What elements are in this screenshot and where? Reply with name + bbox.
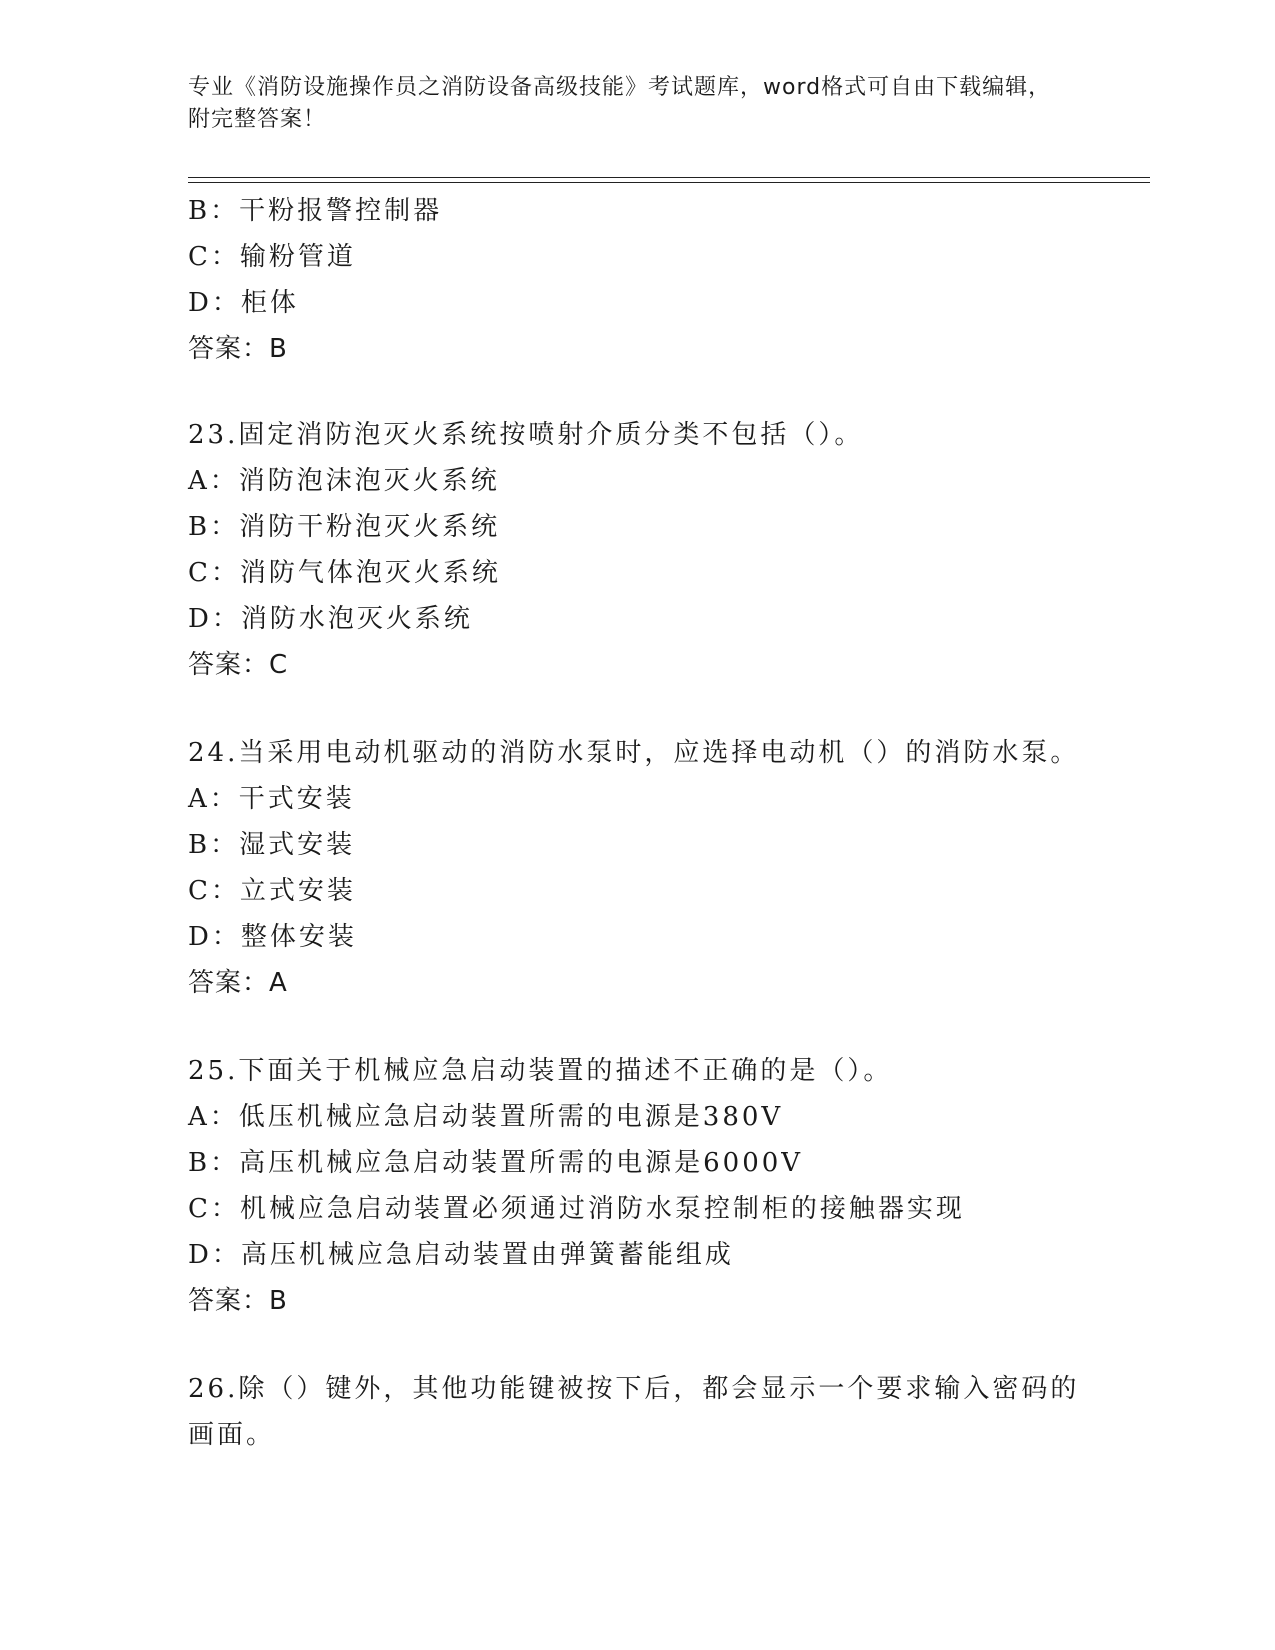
option-b: B：消防干粉泡灭火系统 (188, 512, 501, 542)
option-c: C：消防气体泡灭火系统 (188, 558, 501, 588)
document-header: 专业《消防设施操作员之消防设备高级技能》考试题库，word格式可自由下载编辑，附完整答案！ (188, 75, 1052, 132)
header-divider-double (188, 182, 1150, 183)
option-a: A：干式安装 (188, 784, 355, 814)
question-list (188, 188, 1150, 1500)
option-d: D：高压机械应急启动装置由弹簧蓄能组成 (188, 1240, 734, 1270)
question-23 (188, 412, 1150, 688)
question-stem: 24.当采用电动机驱动的消防水泵时，应选择电动机（）的消防水泵。 (188, 738, 1080, 768)
option-d: D：柜体 (188, 288, 299, 318)
question-stem: 26.除（）键外，其他功能键被按下后，都会显示一个要求输入密码的画面。 (188, 1374, 1080, 1450)
option-a: A：低压机械应急启动装置所需的电源是380V (188, 1102, 784, 1132)
option-b: B：高压机械应急启动装置所需的电源是6000V (188, 1148, 804, 1178)
question-26 (188, 1366, 1150, 1458)
question-22-partial (188, 188, 1150, 372)
option-c: C：输粉管道 (188, 242, 356, 272)
question-stem: 23.固定消防泡灭火系统按喷射介质分类不包括（）。 (188, 420, 864, 450)
answer: 答案：B (188, 334, 288, 364)
option-d: D：消防水泡灭火系统 (188, 604, 473, 634)
question-stem: 25.下面关于机械应急启动装置的描述不正确的是（）。 (188, 1056, 893, 1086)
option-b: B：湿式安装 (188, 830, 356, 860)
option-c: C：机械应急启动装置必须通过消防水泵控制柜的接触器实现 (188, 1194, 965, 1224)
answer: 答案：B (188, 1286, 288, 1316)
answer: 答案：C (188, 650, 289, 680)
option-c: C：立式安装 (188, 876, 356, 906)
option-a: A：消防泡沫泡灭火系统 (188, 466, 500, 496)
option-b: B：干粉报警控制器 (188, 196, 443, 226)
option-d: D：整体安装 (188, 922, 357, 952)
question-24 (188, 730, 1150, 1006)
header-divider (188, 177, 1150, 178)
question-25 (188, 1048, 1150, 1324)
answer: 答案：A (188, 968, 288, 998)
